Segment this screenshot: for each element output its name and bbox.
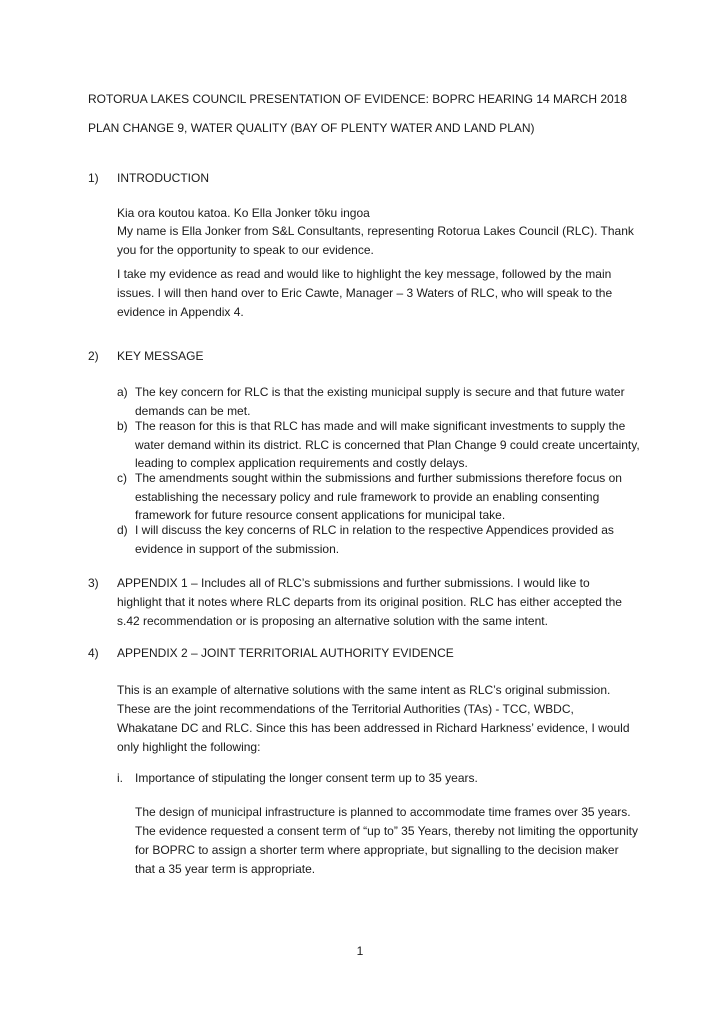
- list-item: The amendments sought within the submissions and further submissions therefore focus on establishing the necessary policy and rule framework to provide an enabling consenting framework for future resource consent applications for municipal take.: [135, 471, 622, 522]
- list-item-marker: a): [117, 385, 128, 399]
- section-3-number: 3): [88, 576, 99, 590]
- list-item: The key concern for RLC is that the existing municipal supply is secure and that future water demands can be met.: [135, 385, 625, 418]
- consent-term-paragraph: The design of municipal infrastructure is planned to accommodate time frames over 35 years. The evidence requested a consent term of “up to” 35 Years, thereby not limiting the opportunity for BOPRC to assign a shorter term where appropriate, but signalling to the decision maker that a 35 year term is appropriate.: [135, 805, 638, 876]
- page-number: 1: [356, 944, 364, 958]
- list-item-marker: c): [117, 471, 127, 485]
- section-4-title: APPENDIX 2 – JOINT TERRITORIAL AUTHORITY EVIDENCE: [117, 646, 454, 660]
- document-title: ROTORUA LAKES COUNCIL PRESENTATION OF EVIDENCE: BOPRC HEARING 14 MARCH 2018: [88, 92, 628, 106]
- list-item: Importance of stipulating the longer consent term up to 35 years.: [135, 771, 478, 785]
- document-subtitle: PLAN CHANGE 9, WATER QUALITY (BAY OF PLENTY WATER AND LAND PLAN): [88, 121, 535, 135]
- section-3-text: APPENDIX 1 – Includes all of RLC’s submissions and further submissions. I would like to highlight that it notes where RLC departs from its original position. RLC has either accepted the s.42 recommendation or is proposing an alternative solution with the same intent.: [117, 576, 622, 628]
- list-item: The reason for this is that RLC has made and will make significant investments to supply the water demand within its district. RLC is concerned that Plan Change 9 could create uncertainty, leading to complex application requirements and costly delays.: [135, 419, 640, 470]
- intro-paragraph-2: I take my evidence as read and would like to highlight the key message, followed by the main issues. I will then hand over to Eric Cawte, Manager – 3 Waters of RLC, who will speak to the evidence in Appendix 4.: [117, 267, 613, 319]
- list-item: I will discuss the key concerns of RLC in relation to the respective Appendices provided as evidence in support of the submission.: [135, 523, 614, 556]
- list-item-marker: d): [117, 523, 128, 537]
- list-item-marker: i.: [117, 771, 123, 785]
- section-2-title: KEY MESSAGE: [117, 349, 204, 363]
- section-4-number: 4): [88, 646, 99, 660]
- section-1-title: INTRODUCTION: [117, 171, 209, 185]
- list-item-marker: b): [117, 419, 128, 433]
- intro-greeting: Kia ora koutou katoa. Ko Ella Jonker tōku ingoa: [117, 206, 370, 220]
- section-1-number: 1): [88, 171, 99, 185]
- section-2-number: 2): [88, 349, 99, 363]
- section-4-paragraph: This is an example of alternative solutions with the same intent as RLC’s original submission. These are the joint recommendations of the Territorial Authorities (TAs) - TCC, WBDC, Whakatane DC and RLC. Since this has been addressed in Richard Harkness’ evidence, I would only highlight the following:: [117, 683, 630, 754]
- intro-paragraph-1: My name is Ella Jonker from S&L Consultants, representing Rotorua Lakes Council (RLC). Thank you for the opportunity to speak to our evidence.: [117, 224, 634, 257]
